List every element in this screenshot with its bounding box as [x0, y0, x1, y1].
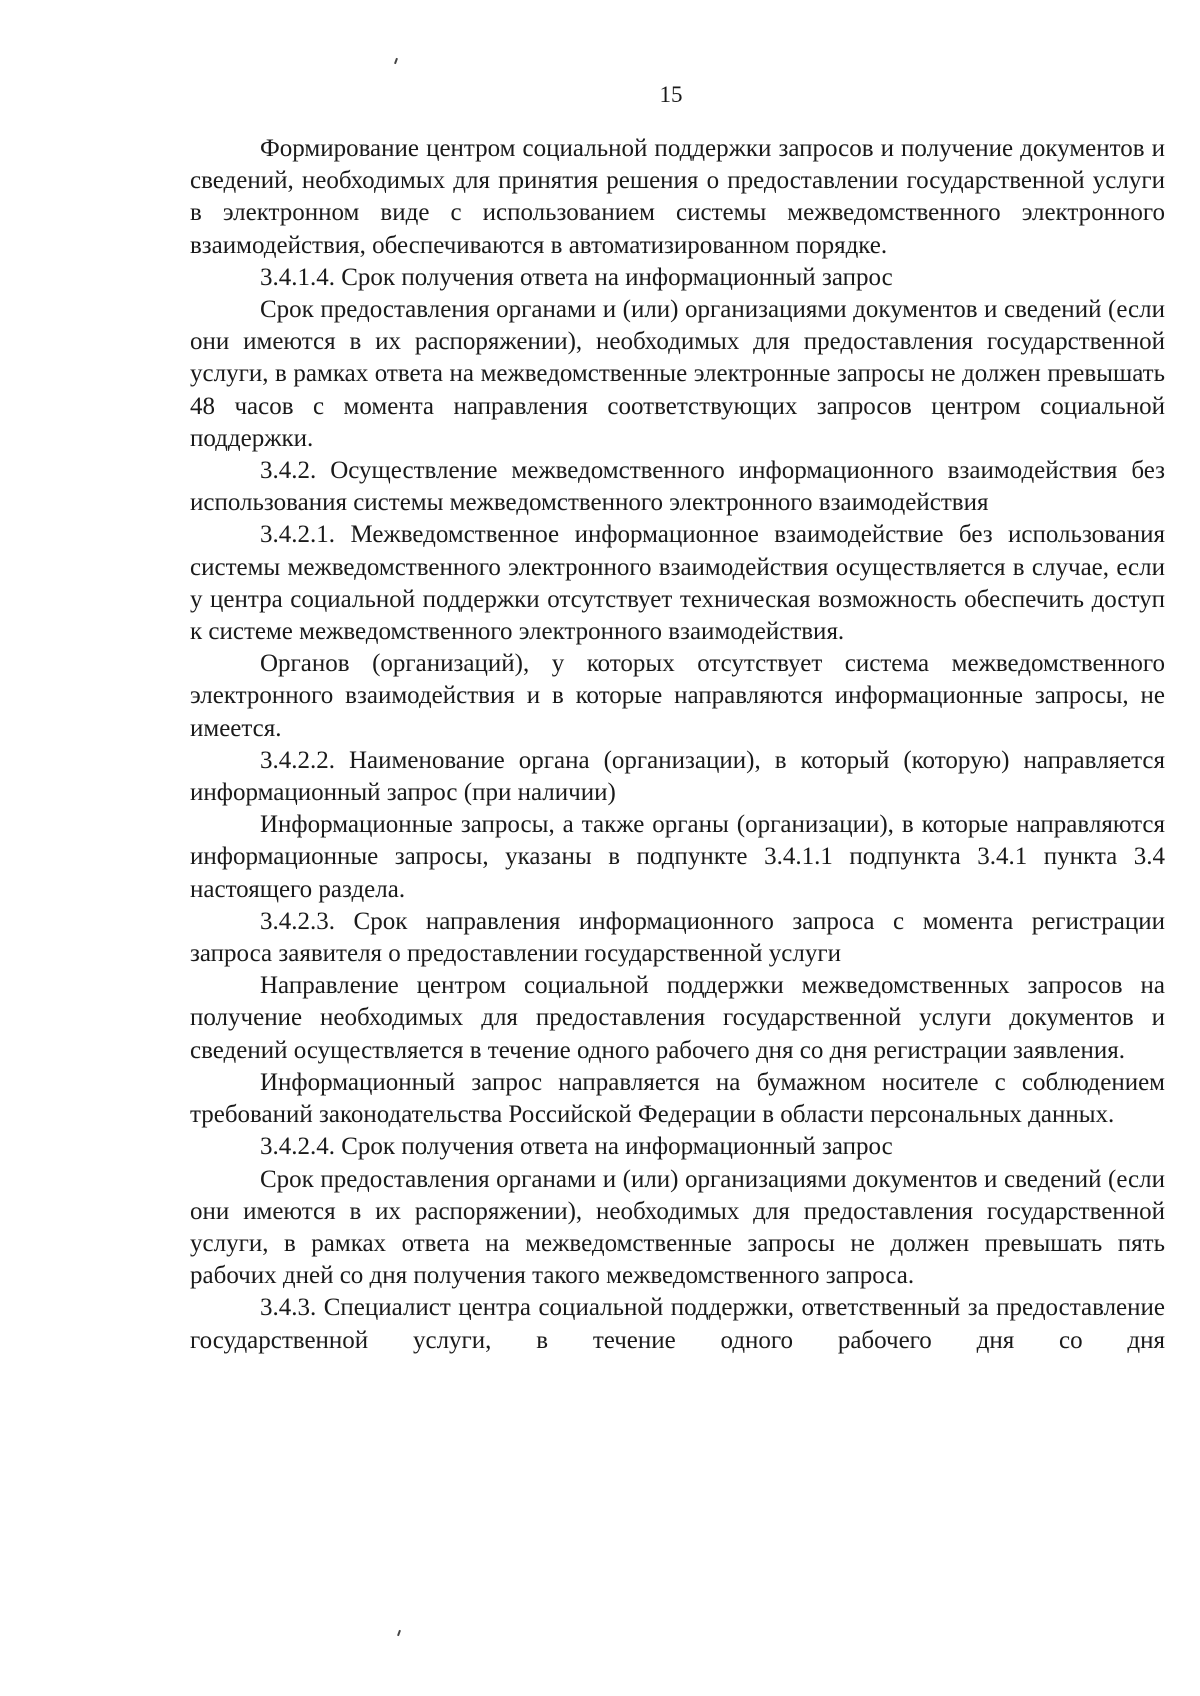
section-heading: 3.4.2.4. Срок получения ответа на информационный запрос	[260, 1133, 893, 1161]
paragraph: Срок предоставления органами и (или) организациями документов и сведений (если они имеются в их распоряжении), необходимых для предоставления государственной услуги, в рамках ответа на межведомственные запросы не должен превышать пять рабочих дней со дня получения такого межведомственного запроса.	[190, 1165, 1165, 1290]
scan-speck	[397, 1630, 401, 1636]
paragraph: Органов (организаций), у которых отсутствует система межведомственного электронного взаимодействия и в которые направляются информационные запросы, не имеется.	[190, 650, 1165, 742]
paragraph: Направление центром социальной поддержки межведомственных запросов на получение необходимых для предоставления государственной услуги документов и сведений осуществляется в течение одного рабочего дня со дня регистрации заявления.	[190, 972, 1165, 1064]
section-heading: 3.4.2.3. Срок направления информационного запроса с момента регистрации запроса заявителя о предоставлении государственной услуги	[190, 907, 1165, 968]
section-heading: 3.4.2.1. Межведомственное информационное взаимодействие без использования системы межведомственного электронного взаимодействия осуществляется в случае, если у центра социальной поддержки отсутствует техническая возможность обеспечить доступ к системе межведомственного электронного взаимодействия.	[190, 521, 1165, 646]
scan-speck	[394, 58, 398, 64]
paragraph: 3.4.3. Специалист центра социальной поддержки, ответственный за предоставление государственной услуги, в течение одного рабочего дня со дня	[190, 1294, 1165, 1354]
paragraph: Срок предоставления органами и (или) организациями документов и сведений (если они имеются в их распоряжении), необходимых для предоставления государственной услуги, в рамках ответа на межведомственные электронные запросы не должен превышать 48 часов с момента направления соответствующих запросов центром социальной поддержки.	[190, 296, 1165, 452]
document-body	[190, 133, 1165, 1357]
section-heading: 3.4.1.4. Срок получения ответа на информационный запрос	[260, 263, 893, 291]
page-number: 15	[659, 82, 683, 107]
paragraph: Формирование центром социальной поддержки запросов и получение документов и сведений, необходимых для принятия решения о предоставлении государственной услуги в электронном виде с использованием системы межведомственного электронного взаимодействия, обеспечиваются в автоматизированном порядке.	[190, 135, 1165, 259]
section-heading: 3.4.2.2. Наименование органа (организации), в который (которую) направляется информационный запрос (при наличии)	[190, 746, 1165, 807]
paragraph: Информационные запросы, а также органы (организации), в которые направляются информационные запросы, указаны в подпункте 3.4.1.1 подпункта 3.4.1 пункта 3.4 настоящего раздела.	[190, 811, 1165, 903]
paragraph: Информационный запрос направляется на бумажном носителе с соблюдением требований законодательства Российской Федерации в области персональных данных.	[190, 1068, 1165, 1129]
section-heading: 3.4.2. Осуществление межведомственного информационного взаимодействия без использования системы межведомственного электронного взаимодействия	[190, 457, 1165, 517]
